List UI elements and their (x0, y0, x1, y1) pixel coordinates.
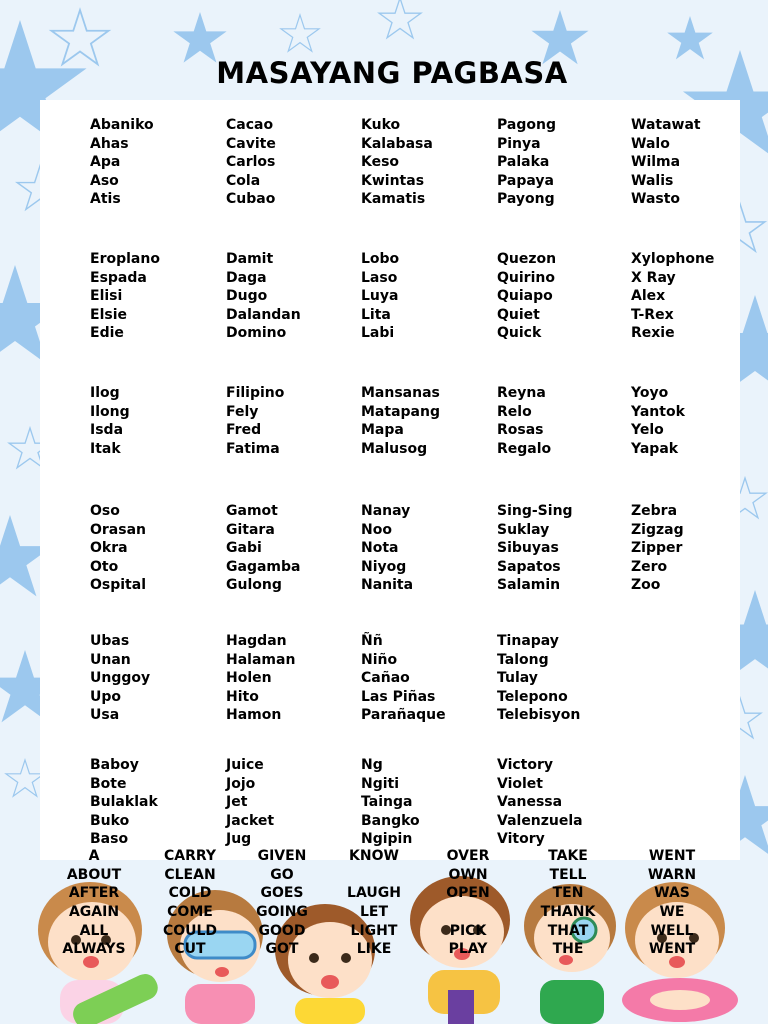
word: Dugo (226, 288, 268, 304)
page-title: MASAYANG PAGBASA (216, 56, 568, 90)
word: Unan (90, 651, 131, 668)
word-column (361, 384, 496, 458)
word: Quick (497, 325, 542, 341)
word: Jacket (226, 812, 275, 829)
word: Suklay (497, 521, 550, 538)
word: Oto (90, 558, 119, 575)
word: Zero (631, 558, 668, 575)
word: Gulong (226, 577, 282, 593)
sight-word: ABOUT (66, 866, 122, 883)
word: Nanita (361, 577, 414, 593)
sight-word: LAUGH (347, 885, 401, 902)
word: Cola (226, 172, 261, 189)
sight-word: CUT (174, 941, 206, 958)
word: Reyna (497, 385, 546, 401)
word-column (497, 632, 632, 725)
word: Usa (90, 707, 120, 723)
word: Yapak (631, 440, 679, 457)
word: Xylophone (631, 251, 715, 267)
word: Vitory (497, 831, 545, 847)
sight-word: AGAIN (68, 904, 120, 921)
word: Malusog (361, 440, 428, 457)
sight-word: TELL (549, 866, 587, 883)
word: Talong (497, 651, 549, 668)
word: Lita (361, 306, 391, 323)
word: Yantok (631, 403, 685, 420)
word-column (631, 116, 766, 209)
word: Fely (226, 403, 259, 420)
word: Abaniko (90, 117, 154, 133)
word: Ng (361, 757, 383, 773)
word: Keso (361, 154, 400, 170)
word: Jet (226, 794, 248, 810)
word: Kalabasa (361, 135, 433, 152)
word: Itak (90, 440, 121, 457)
sight-word: GO (270, 866, 294, 883)
word: Aso (90, 172, 119, 189)
word: Regalo (497, 440, 552, 457)
word: Daga (226, 269, 267, 286)
word: Isda (90, 422, 124, 438)
word: Ngiti (361, 775, 400, 792)
sight-word: OVER (446, 848, 490, 864)
word: Ospital (90, 577, 146, 593)
word: Elisi (90, 288, 123, 304)
sight-word: ALL (79, 922, 109, 939)
word: Las Piñas (361, 688, 436, 705)
word: Walis (631, 172, 674, 189)
word-column (90, 250, 225, 343)
word: Niyog (361, 558, 407, 575)
sight-word: GOES (260, 885, 304, 902)
word: Quiapo (497, 288, 553, 304)
word: Ilog (90, 385, 120, 401)
word: Dalandan (226, 306, 301, 323)
word: Palaka (497, 154, 550, 170)
sight-word: LIGHT (350, 922, 398, 939)
word: Quiet (497, 306, 540, 323)
word-column (226, 502, 361, 595)
word: Vanessa (497, 794, 563, 810)
sight-words-row (48, 940, 738, 959)
word-column (497, 502, 632, 595)
word: Baboy (90, 757, 139, 773)
word: Halaman (226, 651, 296, 668)
word: Cacao (226, 117, 274, 133)
sight-word: AFTER (68, 885, 120, 902)
word: Wilma (631, 154, 681, 170)
word: Pagong (497, 117, 556, 133)
word: Domino (226, 325, 287, 341)
word: Valenzuela (497, 812, 583, 829)
sight-word: COULD (162, 922, 218, 939)
word: Mansanas (361, 385, 440, 401)
sight-words-row (48, 866, 738, 885)
sight-word: THE (552, 941, 584, 958)
sight-word: PICK (449, 922, 487, 939)
word: Orasan (90, 521, 146, 538)
word-column (90, 756, 225, 849)
word: Espada (90, 269, 147, 286)
word: Ilong (90, 403, 130, 420)
sight-word: ALWAYS (62, 941, 126, 958)
word-column (631, 250, 766, 343)
word: Kuko (361, 117, 401, 133)
sight-words-row (48, 847, 738, 866)
word: Victory (497, 757, 554, 773)
word: Salamin (497, 577, 561, 593)
word-column (497, 116, 632, 209)
word: Gagamba (226, 558, 301, 575)
word: T-Rex (631, 306, 674, 323)
word: Damit (226, 251, 274, 267)
sight-words-row (48, 884, 738, 903)
word: Sapatos (497, 558, 561, 575)
word-column (361, 502, 496, 595)
word: Atis (90, 191, 121, 207)
word-column (361, 116, 496, 209)
sight-word: GOOD (258, 922, 306, 939)
word: Hito (226, 688, 259, 705)
word: Rexie (631, 325, 675, 341)
word: Unggoy (90, 670, 151, 686)
sight-words-list (48, 847, 738, 959)
sight-word: TAKE (548, 848, 588, 864)
word: Kamatis (361, 191, 426, 207)
word: Wasto (631, 191, 681, 207)
word: Cavite (226, 135, 276, 152)
word-column (361, 632, 496, 725)
sight-word: WAS (654, 885, 690, 902)
word: Rosas (497, 422, 544, 438)
sight-word: OWN (448, 866, 488, 883)
word: Upo (90, 688, 122, 705)
sight-word: WE (659, 904, 685, 921)
word: Fatima (226, 440, 280, 457)
word: Tulay (497, 670, 538, 686)
word: Sibuyas (497, 540, 559, 556)
word: Hamon (226, 707, 282, 723)
word: Payong (497, 191, 555, 207)
word: Juice (226, 757, 264, 773)
word: Lobo (361, 251, 400, 267)
word: Sing-Sing (497, 503, 573, 519)
sight-word: COLD (168, 885, 212, 902)
sight-word: WENT (648, 848, 696, 864)
word: Relo (497, 403, 532, 420)
word: Ahas (90, 135, 129, 152)
word: Holen (226, 670, 272, 686)
word-column (226, 756, 361, 849)
sight-word: GOT (265, 941, 299, 958)
word: Violet (497, 775, 543, 792)
word: Papaya (497, 172, 554, 189)
sight-word: COME (167, 904, 213, 921)
word: Bangko (361, 812, 420, 829)
word: Nanay (361, 503, 411, 519)
word: Gitara (226, 521, 275, 538)
word-column (90, 502, 225, 595)
word: Zebra (631, 503, 678, 519)
word: Matapang (361, 403, 440, 420)
word: Tainga (361, 794, 413, 810)
sight-word: WARN (647, 866, 697, 883)
word-column (90, 116, 225, 209)
sight-word: THAT (547, 922, 589, 939)
word: Ññ (361, 633, 383, 649)
word: Eroplano (90, 251, 160, 267)
word: Telebisyon (497, 707, 581, 723)
word: Yoyo (631, 385, 669, 401)
word: Kwintas (361, 172, 425, 189)
sight-word: CLEAN (164, 866, 216, 883)
sight-words-row (48, 903, 738, 922)
word-column (90, 384, 225, 458)
word: Okra (90, 540, 128, 556)
word: Cubao (226, 191, 276, 207)
word: Jojo (226, 775, 256, 792)
sight-word: OPEN (446, 885, 490, 902)
word: Baso (90, 831, 129, 847)
word: Bote (90, 775, 127, 792)
word: Jug (226, 831, 252, 847)
sight-word: WENT (648, 941, 696, 958)
word: Ubas (90, 633, 130, 649)
word-column (226, 250, 361, 343)
word: Bulaklak (90, 794, 158, 810)
word: Niño (361, 651, 398, 668)
word: X Ray (631, 269, 676, 286)
word: Zoo (631, 577, 661, 593)
word: Filipino (226, 385, 285, 401)
word: Quirino (497, 269, 555, 286)
word: Elsie (90, 306, 127, 323)
word-column (226, 116, 361, 209)
word: Laso (361, 269, 398, 286)
word: Pinya (497, 135, 541, 152)
sight-word: THANK (540, 904, 596, 921)
word: Yelo (631, 422, 664, 438)
sight-word: LET (359, 904, 389, 921)
word: Watawat (631, 117, 701, 133)
word: Noo (361, 521, 392, 538)
word: Alex (631, 288, 666, 304)
word-column (226, 384, 361, 458)
word: Zigzag (631, 521, 684, 538)
sight-word: KNOW (349, 848, 399, 864)
word: Tinapay (497, 633, 559, 649)
word: Walo (631, 135, 670, 152)
word-column (497, 756, 632, 849)
word-column (497, 250, 632, 343)
word: Hagdan (226, 633, 287, 649)
sight-word: PLAY (448, 941, 488, 958)
word-column (226, 632, 361, 725)
sight-word: GOING (256, 904, 308, 921)
word: Labi (361, 325, 395, 341)
sight-word: TEN (552, 885, 584, 902)
word: Edie (90, 325, 124, 341)
word: Cañao (361, 670, 410, 686)
word: Ngipin (361, 831, 413, 847)
word-column (90, 632, 225, 725)
sight-word: CARRY (163, 848, 217, 864)
sight-word: A (88, 848, 100, 864)
word: Mapa (361, 422, 404, 438)
sight-word: GIVEN (257, 848, 307, 864)
word: Oso (90, 503, 120, 519)
word-column (631, 384, 766, 458)
word: Buko (90, 812, 130, 829)
word-column (361, 756, 496, 849)
word-column (631, 502, 766, 595)
word: Fred (226, 422, 262, 438)
word: Gabi (226, 540, 262, 556)
sight-words-row (48, 922, 738, 941)
word: Telepono (497, 688, 568, 705)
word: Parañaque (361, 707, 446, 723)
word-column (361, 250, 496, 343)
word: Gamot (226, 503, 278, 519)
word: Apa (90, 154, 121, 170)
word-list-panel (40, 100, 740, 860)
word: Luya (361, 288, 399, 304)
sight-word: LIKE (356, 941, 392, 958)
word: Quezon (497, 251, 557, 267)
word: Nota (361, 540, 399, 556)
sight-word: WELL (650, 922, 694, 939)
word: Zipper (631, 540, 683, 556)
word-column (497, 384, 632, 458)
word: Carlos (226, 154, 276, 170)
